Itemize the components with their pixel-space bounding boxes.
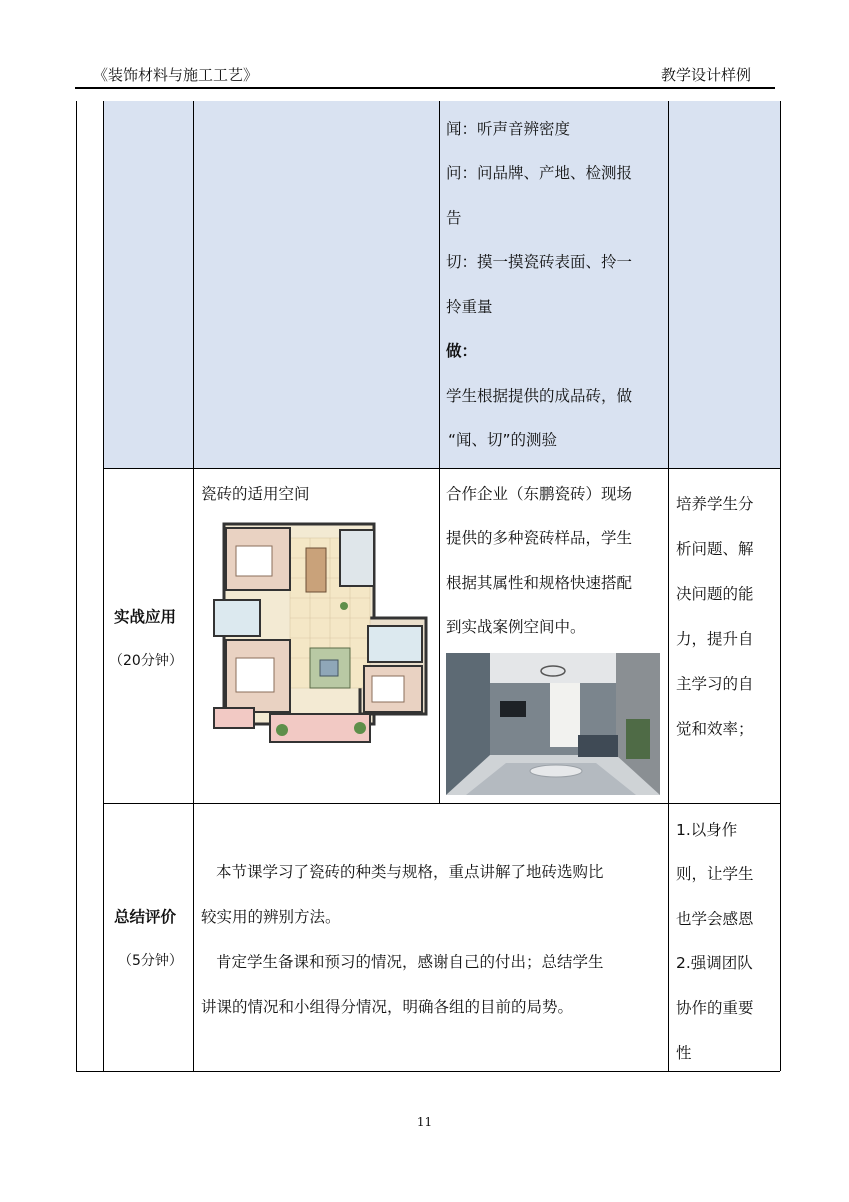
interior-photo (446, 653, 660, 795)
summary-line: 本节课学习了瓷砖的种类与规格，重点讲解了地砖选购比 (216, 863, 604, 881)
row1-activity-line: 学生根据提供的成品砖，做 (446, 387, 633, 405)
row3-goal-line: 也学会感恩 (676, 910, 754, 928)
table-col-divider-4 (668, 101, 669, 1071)
document-subtitle: 教学设计样例 (660, 66, 751, 84)
table-row-divider-2 (103, 803, 780, 804)
row2-goal-line: 析问题、解 (676, 540, 754, 558)
table-row-divider-1 (103, 468, 780, 469)
floor-plan-image (210, 518, 432, 750)
header-divider (75, 87, 775, 89)
page-number: 11 (416, 1115, 433, 1129)
row1-activity-line: 闻：听声音辨密度 (446, 120, 571, 138)
row2-goal-line: 力，提升自 (676, 630, 754, 648)
table-border-bottom (76, 1071, 780, 1072)
row2-activity-line: 合作企业（东鹏瓷砖）现场 (446, 485, 633, 503)
row3-goal-line: 协作的重要 (676, 999, 754, 1017)
row2-activity-line: 到实战案例空间中。 (446, 618, 586, 636)
row3-goal-line: 2.强调团队 (676, 954, 753, 972)
summary-line: 较实用的辨别方法。 (201, 908, 341, 926)
row3-goal-line: 性 (676, 1044, 692, 1062)
table-col-divider-3 (439, 101, 440, 803)
table-border-left (76, 101, 77, 1071)
row2-goal-line: 决问题的能 (676, 585, 754, 603)
summary-line: 讲课的情况和小组得分情况，明确各组的目前的局势。 (201, 998, 574, 1016)
table-border-right (780, 101, 781, 1071)
summary-line: 肯定学生备课和预习的情况，感谢自己的付出；总结学生 (216, 953, 604, 971)
row1-activity-line-bold: 做： (446, 342, 478, 360)
row2-activity-line: 提供的多种瓷砖样品，学生 (446, 529, 633, 547)
stage-label: 实战应用 (114, 608, 177, 626)
stage-duration: （5分钟） (118, 953, 183, 969)
row3-goal-line: 则，让学生 (676, 865, 754, 883)
table-col-divider-1 (103, 101, 104, 1071)
stage-duration: （20分钟） (109, 653, 183, 669)
row1-background (103, 101, 780, 468)
row1-activity-line: 问：问品牌、产地、检测报 (446, 164, 633, 182)
content-title: 瓷砖的适用空间 (201, 485, 310, 503)
row2-goal-line: 主学习的自 (676, 675, 754, 693)
document-title: 《装饰材料与施工工艺》 (93, 66, 259, 84)
row2-goal-line: 培养学生分 (676, 495, 754, 513)
row2-activity-line: 根据其属性和规格快速搭配 (446, 574, 633, 592)
table-col-divider-2 (193, 101, 194, 1071)
row1-activity-line: 告 (446, 209, 462, 227)
stage-label: 总结评价 (114, 908, 177, 926)
row1-activity-line: 切：摸一摸瓷砖表面、拎一 (446, 253, 633, 271)
row1-activity-line: 拎重量 (446, 298, 493, 316)
row1-activity-line: “闻、切”的测验 (448, 431, 558, 449)
row3-goal-line: 1.以身作 (676, 821, 738, 839)
row2-goal-line: 觉和效率； (676, 720, 754, 738)
